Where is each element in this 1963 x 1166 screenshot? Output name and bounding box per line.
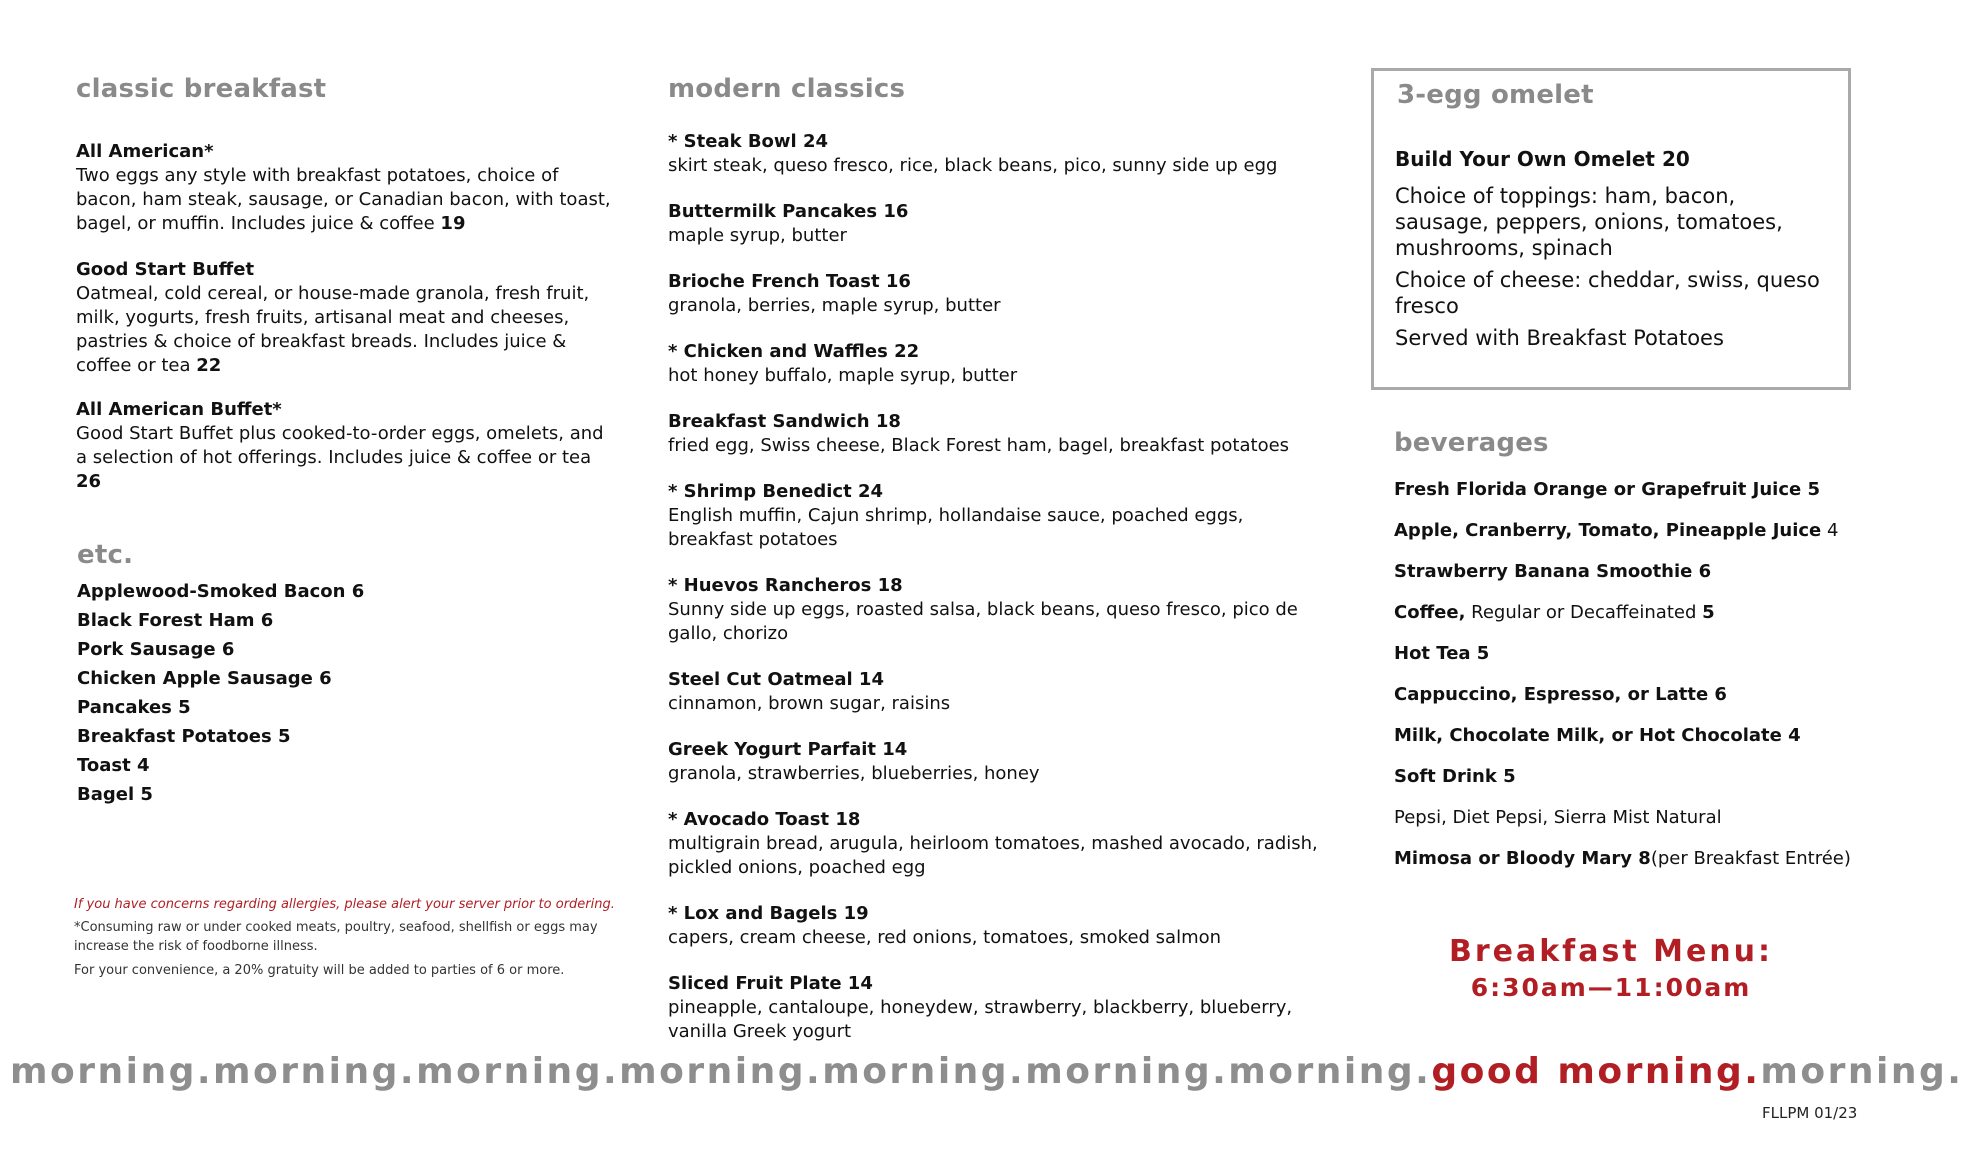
menu-item <box>668 668 1328 716</box>
item-desc: Sunny side up eggs, roasted salsa, black beans, queso fresco, pico de gallo, chorizo <box>668 599 1298 644</box>
menu-item <box>668 972 1328 1044</box>
list-item: Pancakes 5 <box>77 697 191 718</box>
item-desc: English muffin, Cajun shrimp, hollandaise sauce, poached eggs, breakfast potatoes <box>668 505 1244 550</box>
list-item <box>1394 560 1864 601</box>
menu-item <box>668 410 1328 458</box>
list-item: Bagel 5 <box>77 784 153 805</box>
item-desc: hot honey buffalo, maple syrup, butter <box>668 365 1018 386</box>
omelet-heading: 3-egg omelet <box>1397 80 1594 110</box>
list-item: Black Forest Ham 6 <box>77 610 274 631</box>
tagline-word: morning. <box>1025 1051 1229 1092</box>
beverage-name: Coffee, <box>1394 602 1466 623</box>
list-item <box>1394 601 1864 642</box>
item-name: Greek Yogurt Parfait 14 <box>668 739 908 760</box>
list-item: Toast 4 <box>77 755 150 776</box>
tagline-word: morning. <box>619 1051 823 1092</box>
menu-item <box>668 270 1328 318</box>
menu-item <box>76 258 616 378</box>
list-item <box>1394 683 1864 724</box>
item-desc: Two eggs any style with breakfast potatoes, choice of bacon, ham steak, sausage, or Canadian bacon, with toast, bagel, or muffin. Includes juice & coffee <box>76 165 611 234</box>
menu-item <box>668 902 1328 950</box>
hours-time: 6:30am—11:00am <box>1470 973 1752 1002</box>
tagline-word: morning. <box>1228 1051 1432 1092</box>
beverage-detail: 4 <box>1821 520 1839 541</box>
list-item <box>1394 765 1864 806</box>
item-desc: maple syrup, butter <box>668 225 847 246</box>
beverage-name: Milk, Chocolate Milk, or Hot Chocolate 4 <box>1394 725 1801 746</box>
omelet-item-name: Build Your Own Omelet 20 <box>1395 147 1690 171</box>
beverage-detail: (per Breakfast Entrée) <box>1650 848 1851 869</box>
item-desc: pineapple, cantaloupe, honeydew, strawberry, blackberry, blueberry, vanilla Greek yogurt <box>668 997 1293 1042</box>
beverage-name: Hot Tea 5 <box>1394 643 1490 664</box>
list-item <box>1394 519 1864 560</box>
menu-item <box>668 574 1328 646</box>
beverages-list <box>1394 478 1864 888</box>
beverage-detail: Regular or Decaffeinated <box>1465 602 1703 623</box>
item-price: 19 <box>440 213 466 234</box>
item-name: * Huevos Rancheros 18 <box>668 575 903 596</box>
beverages-heading: beverages <box>1394 428 1549 458</box>
beverage-price: 5 <box>1702 602 1715 623</box>
item-desc: granola, strawberries, blueberries, honey <box>668 763 1040 784</box>
list-item <box>1394 806 1864 847</box>
fine-print <box>74 895 634 980</box>
raw-food-warning: *Consuming raw or under cooked meats, poultry, seafood, shellfish or eggs may increase the risk of foodborne illness. <box>74 920 598 954</box>
beverage-name: Soft Drink 5 <box>1394 766 1516 787</box>
item-price: 22 <box>196 355 222 376</box>
tagline-word: morning. <box>213 1051 417 1092</box>
item-desc: granola, berries, maple syrup, butter <box>668 295 1001 316</box>
item-name: * Avocado Toast 18 <box>668 809 861 830</box>
menu-item <box>668 738 1328 786</box>
menu-item <box>668 808 1328 880</box>
item-desc: Good Start Buffet plus cooked-to-order eggs, omelets, and a selection of hot offerings. Includes juice & coffee or tea <box>76 423 604 468</box>
omelet-cheese: Choice of cheese: cheddar, swiss, queso fresco <box>1395 268 1820 318</box>
beverage-name: Fresh Florida Orange or Grapefruit Juice 5 <box>1394 479 1821 500</box>
menu-item <box>76 398 616 494</box>
menu-item <box>668 200 1328 248</box>
tagline-accent-word: good morning. <box>1431 1051 1761 1092</box>
item-name: Steel Cut Oatmeal 14 <box>668 669 884 690</box>
menu-code: FLLPM 01/23 <box>1762 1104 1858 1122</box>
modern-classics-heading: modern classics <box>668 74 906 104</box>
beverage-name: Cappuccino, Espresso, or Latte 6 <box>1394 684 1727 705</box>
item-name: Brioche French Toast 16 <box>668 271 911 292</box>
menu-item <box>76 140 616 236</box>
list-item: Breakfast Potatoes 5 <box>77 726 291 747</box>
omelet-toppings: Choice of toppings: ham, bacon, sausage, peppers, onions, tomatoes, mushrooms, spinach <box>1395 184 1783 260</box>
menu-item <box>668 340 1328 388</box>
item-name: * Chicken and Waffles 22 <box>668 341 920 362</box>
list-item <box>1394 724 1864 765</box>
item-desc: fried egg, Swiss cheese, Black Forest ham, bagel, breakfast potatoes <box>668 435 1290 456</box>
list-item <box>1394 847 1864 888</box>
tagline-word: morning. <box>1760 1051 1963 1092</box>
beverage-name: Apple, Cranberry, Tomato, Pineapple Juice <box>1394 520 1822 541</box>
omelet-served-with: Served with Breakfast Potatoes <box>1395 326 1724 350</box>
item-name: All American* <box>76 141 214 162</box>
item-name: Good Start Buffet <box>76 259 255 280</box>
item-desc: cinnamon, brown sugar, raisins <box>668 693 951 714</box>
list-item <box>1394 478 1864 519</box>
breakfast-hours <box>1411 932 1811 1004</box>
hours-heading: Breakfast Menu: <box>1448 934 1774 969</box>
list-item: Applewood-Smoked Bacon 6 <box>77 581 365 602</box>
item-desc: Oatmeal, cold cereal, or house-made granola, fresh fruit, milk, yogurts, fresh fruits, artisanal meat and cheeses, pastries & choice of breakfast breads. Includes juice & coffee or tea <box>76 283 590 376</box>
beverage-name: Strawberry Banana Smoothie 6 <box>1394 561 1712 582</box>
list-item <box>1394 642 1864 683</box>
item-name: * Steak Bowl 24 <box>668 131 829 152</box>
omelet-box <box>1371 68 1851 390</box>
etc-heading: etc. <box>77 540 134 570</box>
item-desc: multigrain bread, arugula, heirloom tomatoes, mashed avocado, radish, pickled onions, poached egg <box>668 833 1318 878</box>
menu-item <box>668 480 1328 552</box>
item-name: Buttermilk Pancakes 16 <box>668 201 909 222</box>
tagline-word: morning. <box>416 1051 620 1092</box>
list-item: Chicken Apple Sausage 6 <box>77 668 332 689</box>
etc-list <box>77 577 364 809</box>
allergy-note: If you have concerns regarding allergies, please alert your server prior to ordering. <box>74 897 615 912</box>
item-name: * Lox and Bagels 19 <box>668 903 869 924</box>
list-item: Pork Sausage 6 <box>77 639 235 660</box>
gratuity-note: For your convenience, a 20% gratuity will be added to parties of 6 or more. <box>74 963 565 978</box>
omelet-details <box>1395 183 1835 357</box>
tagline-word: morning. <box>822 1051 1026 1092</box>
menu-item <box>668 130 1328 178</box>
item-name: All American Buffet* <box>76 399 282 420</box>
item-name: Breakfast Sandwich 18 <box>668 411 901 432</box>
beverage-name: Mimosa or Bloody Mary 8 <box>1394 848 1651 869</box>
item-desc: capers, cream cheese, red onions, tomatoes, smoked salmon <box>668 927 1222 948</box>
tagline-banner <box>10 1051 1963 1092</box>
item-name: Sliced Fruit Plate 14 <box>668 973 873 994</box>
item-desc: skirt steak, queso fresco, rice, black beans, pico, sunny side up egg <box>668 155 1278 176</box>
tagline-word: morning. <box>10 1051 214 1092</box>
classic-breakfast-heading: classic breakfast <box>76 74 327 104</box>
beverage-detail: Pepsi, Diet Pepsi, Sierra Mist Natural <box>1394 807 1722 828</box>
item-name: * Shrimp Benedict 24 <box>668 481 884 502</box>
item-price: 26 <box>76 471 102 492</box>
